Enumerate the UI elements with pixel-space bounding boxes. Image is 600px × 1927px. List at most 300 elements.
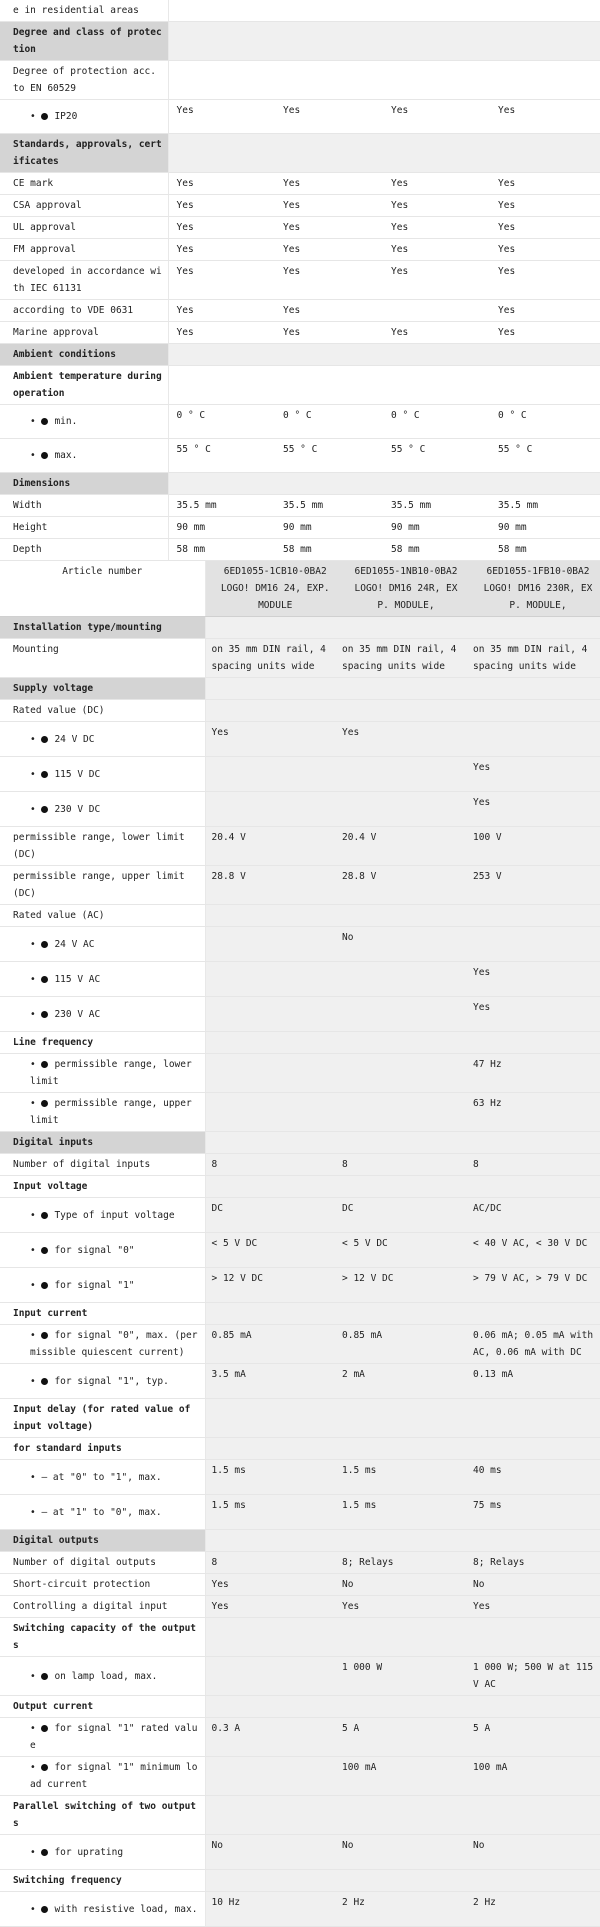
spec-label-text: 24 V DC — [54, 733, 95, 745]
section-title — [0, 22, 168, 61]
spec-label — [0, 261, 168, 300]
spec-value: 35.5 mm — [275, 495, 383, 517]
spec-value: 35.5 mm — [490, 495, 600, 517]
section-row — [0, 1530, 600, 1552]
spec-value — [205, 1796, 336, 1835]
spec-value — [168, 366, 275, 405]
spec-value — [467, 1176, 600, 1198]
spec-value: Yes — [275, 100, 383, 134]
section-row — [0, 1132, 600, 1154]
spec-value — [490, 134, 600, 173]
spec-value — [490, 366, 600, 405]
spec-value: Yes — [490, 239, 600, 261]
spec-label-text: for signal "1", typ. — [54, 1375, 169, 1387]
spec-label — [0, 366, 168, 405]
spec-value: Yes — [383, 195, 490, 217]
spec-value: 35.5 mm — [168, 495, 275, 517]
spec-value: Yes — [205, 722, 336, 757]
spec-value — [336, 700, 467, 722]
spec-label-text: IP20 — [54, 111, 78, 122]
spec-row — [0, 757, 600, 792]
bullet-icon: • — [30, 1244, 42, 1256]
spec-row — [0, 722, 600, 757]
spec-value: on 35 mm DIN rail, 4 spacing units wide — [336, 639, 467, 678]
spec-label-text: with resistive load, max. — [54, 1903, 198, 1915]
spec-value — [275, 134, 383, 173]
bullet-icon: • — [30, 1846, 42, 1858]
spec-label-text: Degree of protection acc. to EN 60529 — [13, 66, 156, 94]
spec-label-text: Rated value (DC) — [13, 705, 105, 716]
spec-label-text: 230 V DC — [54, 803, 101, 815]
spec-value — [336, 678, 467, 700]
bullet-icon: • — [30, 1762, 42, 1773]
spec-label-text: Short-circuit protection — [13, 1579, 151, 1590]
spec-value: 253 V — [467, 866, 600, 905]
spec-value: Yes — [168, 239, 275, 261]
spec-label — [0, 217, 168, 239]
spec-value: on 35 mm DIN rail, 4 spacing units wide — [467, 639, 600, 678]
spec-row — [0, 962, 600, 997]
spec-value: Yes — [168, 300, 275, 322]
spec-value: 0.13 mA — [467, 1364, 600, 1399]
spec-label — [0, 1657, 205, 1696]
spec-value: 8 — [205, 1552, 336, 1574]
article-name: LOGO! DM16 230R, EXP. MODULE, — [483, 583, 593, 611]
spec-value: > 79 V AC, > 79 V DC — [467, 1268, 600, 1303]
section-title — [0, 134, 168, 173]
spec-value — [168, 344, 275, 366]
spec-value: Yes — [490, 322, 600, 344]
spec-label — [0, 722, 205, 757]
spec-value — [168, 61, 275, 100]
dash-icon: • — — [30, 1471, 53, 1483]
spec-label — [0, 1460, 205, 1495]
spec-value: Yes — [168, 195, 275, 217]
spec-label-text: Depth — [13, 544, 42, 555]
spec-value — [336, 1870, 467, 1892]
section-row — [0, 22, 600, 61]
spec-label-text: permissible range, upper limit (DC) — [13, 871, 185, 899]
spec-value: 0 ° C — [383, 405, 490, 439]
spec-row — [0, 1495, 600, 1530]
filled-circle-icon — [41, 1764, 48, 1771]
spec-value: < 5 V DC — [336, 1233, 467, 1268]
spec-value — [275, 366, 383, 405]
spec-label — [0, 300, 168, 322]
spec-value: AC/DC — [467, 1198, 600, 1233]
section-row — [0, 617, 600, 639]
spec-value — [336, 1093, 467, 1132]
spec-row — [0, 639, 600, 678]
filled-circle-icon — [41, 1247, 48, 1254]
spec-label — [0, 439, 168, 473]
spec-value: Yes — [168, 173, 275, 195]
spec-value: No — [336, 1835, 467, 1870]
spec-value: 0.85 mA — [336, 1325, 467, 1364]
spec-value: 63 Hz — [467, 1093, 600, 1132]
spec-label — [0, 61, 168, 100]
filled-circle-icon — [41, 941, 48, 948]
spec-value: Yes — [467, 997, 600, 1032]
spec-value: 58 mm — [275, 539, 383, 561]
spec-label — [0, 517, 168, 539]
spec-value — [467, 1438, 600, 1460]
article-cell — [205, 561, 336, 617]
spec-value — [336, 1696, 467, 1718]
spec-value: 0.3 A — [205, 1718, 336, 1757]
spec-value — [275, 0, 383, 22]
spec-value: 55 ° C — [168, 439, 275, 473]
spec-value: Yes — [168, 261, 275, 300]
filled-circle-icon — [41, 1011, 48, 1018]
spec-row — [0, 322, 600, 344]
spec-value: 0.06 mA; 0.05 mA with AC, 0.06 mA with DC — [467, 1325, 600, 1364]
spec-value — [383, 0, 490, 22]
spec-value — [490, 22, 600, 61]
spec-value — [205, 1054, 336, 1093]
spec-value: > 12 V DC — [336, 1268, 467, 1303]
spec-value — [467, 905, 600, 927]
spec-value — [336, 1176, 467, 1198]
spec-label — [0, 1364, 205, 1399]
spec-label — [0, 1399, 205, 1438]
spec-label — [0, 1032, 205, 1054]
spec-row — [0, 1657, 600, 1696]
spec-value — [205, 1176, 336, 1198]
spec-label — [0, 1054, 205, 1093]
spec-value — [490, 0, 600, 22]
spec-value: Yes — [275, 261, 383, 300]
spec-label-text: Standards, approvals, certificates — [13, 139, 162, 167]
spec-value — [168, 22, 275, 61]
spec-value: 1.5 ms — [336, 1460, 467, 1495]
spec-value — [336, 905, 467, 927]
dash-icon: • — — [30, 1506, 53, 1518]
spec-label-text: for signal "1" rated value — [30, 1723, 198, 1751]
spec-value — [205, 617, 336, 639]
spec-label-text: on lamp load, max. — [54, 1670, 158, 1682]
spec-row — [0, 300, 600, 322]
filled-circle-icon — [41, 771, 48, 778]
spec-value: 1.5 ms — [205, 1460, 336, 1495]
spec-label — [0, 100, 168, 134]
spec-value: Yes — [336, 1596, 467, 1618]
spec-value — [205, 1618, 336, 1657]
spec-row — [0, 1303, 600, 1325]
bullet-icon: • — [30, 1723, 42, 1734]
spec-label-text: for uprating — [54, 1846, 124, 1858]
spec-value: No — [336, 927, 467, 962]
spec-value — [205, 700, 336, 722]
spec-value — [205, 1399, 336, 1438]
spec-row — [0, 866, 600, 905]
spec-label — [0, 239, 168, 261]
spec-value: Yes — [275, 173, 383, 195]
spec-value: Yes — [490, 195, 600, 217]
spec-value — [205, 1303, 336, 1325]
spec-label — [0, 1154, 205, 1176]
spec-value: 2 Hz — [467, 1892, 600, 1927]
section-title — [0, 678, 205, 700]
spec-label — [0, 1696, 205, 1718]
spec-value: 55 ° C — [275, 439, 383, 473]
spec-label-text: Digital outputs — [13, 1535, 99, 1546]
filled-circle-icon — [41, 1061, 48, 1068]
spec-row — [0, 827, 600, 866]
spec-value: < 40 V AC, < 30 V DC — [467, 1233, 600, 1268]
spec-value: 1.5 ms — [336, 1495, 467, 1530]
section-row — [0, 344, 600, 366]
spec-label-text: Height — [13, 522, 48, 533]
bullet-icon: • — [30, 450, 42, 461]
spec-row — [0, 1892, 600, 1927]
spec-label-text: for signal "1" minimum load current — [30, 1762, 198, 1790]
spec-label-text: for signal "0" — [54, 1244, 135, 1256]
spec-row — [0, 439, 600, 473]
spec-label — [0, 827, 205, 866]
article-number-label: Article number — [0, 561, 205, 617]
spec-row — [0, 239, 600, 261]
spec-row — [0, 927, 600, 962]
spec-value — [490, 344, 600, 366]
bullet-icon: • — [30, 1670, 42, 1682]
spec-label-text: Output current — [13, 1701, 94, 1712]
spec-value: 1 000 W — [336, 1657, 467, 1696]
spec-table-expansion-modules — [0, 561, 600, 1927]
spec-label — [0, 1303, 205, 1325]
filled-circle-icon — [41, 418, 48, 425]
spec-table-continued — [0, 0, 600, 561]
spec-value: Yes — [275, 322, 383, 344]
spec-row — [0, 1198, 600, 1233]
filled-circle-icon — [41, 736, 48, 743]
spec-value: 47 Hz — [467, 1054, 600, 1093]
spec-value: 20.4 V — [336, 827, 467, 866]
spec-row — [0, 1154, 600, 1176]
section-title — [0, 1530, 205, 1552]
spec-value: Yes — [490, 261, 600, 300]
spec-value — [275, 22, 383, 61]
spec-row — [0, 792, 600, 827]
spec-label-text: max. — [54, 450, 78, 461]
spec-label — [0, 997, 205, 1032]
bullet-icon: • — [30, 111, 42, 122]
filled-circle-icon — [41, 1906, 48, 1913]
spec-row — [0, 1093, 600, 1132]
section-title — [0, 344, 168, 366]
filled-circle-icon — [41, 1282, 48, 1289]
spec-label-text: Rated value (AC) — [13, 910, 105, 921]
spec-value: Yes — [467, 757, 600, 792]
spec-row — [0, 1325, 600, 1364]
spec-value: Yes — [490, 217, 600, 239]
spec-value — [275, 344, 383, 366]
bullet-icon: • — [30, 1059, 42, 1070]
spec-row — [0, 1032, 600, 1054]
section-row — [0, 473, 600, 495]
spec-value: 0 ° C — [168, 405, 275, 439]
spec-label — [0, 757, 205, 792]
spec-row — [0, 1233, 600, 1268]
bullet-icon: • — [30, 1209, 42, 1221]
spec-label-text: 24 V AC — [54, 938, 95, 950]
spec-value: Yes — [336, 722, 467, 757]
spec-label-text: 230 V AC — [54, 1008, 101, 1020]
spec-label — [0, 0, 168, 22]
spec-row — [0, 700, 600, 722]
bullet-icon: • — [30, 1008, 42, 1020]
spec-label-text: Input current — [13, 1308, 88, 1319]
article-number: 6ED1055-1NB10-0BA2 — [354, 566, 458, 577]
spec-value — [467, 1303, 600, 1325]
spec-value: No — [336, 1574, 467, 1596]
filled-circle-icon — [41, 1100, 48, 1107]
spec-label — [0, 792, 205, 827]
spec-value: Yes — [383, 217, 490, 239]
spec-row — [0, 1718, 600, 1757]
spec-value: Yes — [383, 100, 490, 134]
spec-value: 8; Relays — [336, 1552, 467, 1574]
spec-value: Yes — [275, 195, 383, 217]
bullet-icon: • — [30, 768, 42, 780]
article-cell — [467, 561, 600, 617]
spec-value — [383, 22, 490, 61]
spec-value: 3.5 mA — [205, 1364, 336, 1399]
spec-value: 90 mm — [275, 517, 383, 539]
spec-value: 8 — [205, 1154, 336, 1176]
spec-value — [383, 300, 490, 322]
spec-label-text: permissible range, upper limit — [30, 1098, 192, 1126]
spec-value: Yes — [275, 239, 383, 261]
spec-label-text: for signal "1" — [54, 1279, 135, 1291]
bullet-icon: • — [30, 733, 42, 745]
spec-label — [0, 962, 205, 997]
spec-value — [205, 792, 336, 827]
spec-label — [0, 1198, 205, 1233]
spec-label-text: Marine approval — [13, 327, 99, 338]
spec-row — [0, 517, 600, 539]
spec-value: Yes — [205, 1574, 336, 1596]
spec-value — [490, 61, 600, 100]
spec-label-text: developed in accordance with IEC 61131 — [13, 266, 162, 294]
spec-value: 8 — [336, 1154, 467, 1176]
spec-label — [0, 195, 168, 217]
section-title — [0, 1132, 205, 1154]
spec-row — [0, 1870, 600, 1892]
spec-label-text: for signal "0", max. (permissible quiescent current) — [30, 1330, 198, 1358]
spec-row — [0, 1618, 600, 1657]
spec-row — [0, 1460, 600, 1495]
spec-value: 5 A — [467, 1718, 600, 1757]
spec-value: > 12 V DC — [205, 1268, 336, 1303]
spec-value: 10 Hz — [205, 1892, 336, 1927]
spec-label — [0, 1093, 205, 1132]
article-cell — [336, 561, 467, 617]
filled-circle-icon — [41, 806, 48, 813]
spec-value — [205, 1757, 336, 1796]
section-title — [0, 617, 205, 639]
bullet-icon: • — [30, 1098, 42, 1109]
spec-row — [0, 195, 600, 217]
spec-value: Yes — [168, 100, 275, 134]
article-number: 6ED1055-1CB10-0BA2 — [223, 566, 327, 577]
spec-label-text: at "1" to "0", max. — [52, 1506, 162, 1518]
spec-label-text: Digital inputs — [13, 1137, 94, 1148]
spec-label — [0, 1438, 205, 1460]
spec-label-text: Mounting — [13, 644, 59, 655]
bullet-icon: • — [30, 803, 42, 815]
spec-value: 100 mA — [467, 1757, 600, 1796]
spec-row — [0, 1054, 600, 1093]
spec-value — [336, 962, 467, 997]
spec-row — [0, 1552, 600, 1574]
spec-value — [205, 962, 336, 997]
spec-value: DC — [336, 1198, 467, 1233]
spec-value — [336, 757, 467, 792]
spec-label — [0, 1796, 205, 1835]
article-number: 6ED1055-1FB10-0BA2 — [486, 566, 590, 577]
spec-label-text: FM approval — [13, 244, 76, 255]
spec-value: Yes — [275, 300, 383, 322]
spec-value — [205, 1032, 336, 1054]
spec-value: 40 ms — [467, 1460, 600, 1495]
spec-label-text: UL approval — [13, 222, 76, 233]
spec-value — [467, 927, 600, 962]
spec-value — [336, 1054, 467, 1093]
spec-label — [0, 1835, 205, 1870]
spec-label-text: Switching frequency — [13, 1875, 122, 1886]
spec-label-text: Installation type/mounting — [13, 622, 162, 633]
spec-value: Yes — [490, 173, 600, 195]
spec-value — [490, 473, 600, 495]
spec-row — [0, 1176, 600, 1198]
spec-value: 2 Hz — [336, 1892, 467, 1927]
spec-value: 8; Relays — [467, 1552, 600, 1574]
spec-value — [205, 1438, 336, 1460]
spec-value: 90 mm — [383, 517, 490, 539]
spec-row — [0, 61, 600, 100]
spec-value: Yes — [490, 100, 600, 134]
spec-value — [336, 1438, 467, 1460]
filled-circle-icon — [41, 1725, 48, 1732]
spec-label-text: Dimensions — [13, 478, 71, 489]
spec-value: Yes — [467, 1596, 600, 1618]
spec-row — [0, 495, 600, 517]
spec-label-text: permissible range, lower limit — [30, 1059, 192, 1087]
spec-label — [0, 1268, 205, 1303]
spec-value: < 5 V DC — [205, 1233, 336, 1268]
spec-value: 100 V — [467, 827, 600, 866]
spec-value — [205, 1132, 336, 1154]
spec-label-text: 115 V DC — [54, 768, 101, 780]
spec-value: 1 000 W; 500 W at 115V AC — [467, 1657, 600, 1696]
spec-row — [0, 1696, 600, 1718]
spec-label-text: Width — [13, 500, 42, 511]
spec-label — [0, 905, 205, 927]
spec-label-text: CSA approval — [13, 200, 82, 211]
spec-value — [467, 678, 600, 700]
bullet-icon: • — [30, 1375, 42, 1387]
spec-value — [275, 473, 383, 495]
spec-label — [0, 1892, 205, 1927]
spec-label — [0, 1574, 205, 1596]
spec-value: Yes — [168, 322, 275, 344]
spec-value: Yes — [383, 173, 490, 195]
spec-value: 55 ° C — [490, 439, 600, 473]
spec-value — [205, 1870, 336, 1892]
spec-value — [467, 1530, 600, 1552]
spec-value: 75 ms — [467, 1495, 600, 1530]
